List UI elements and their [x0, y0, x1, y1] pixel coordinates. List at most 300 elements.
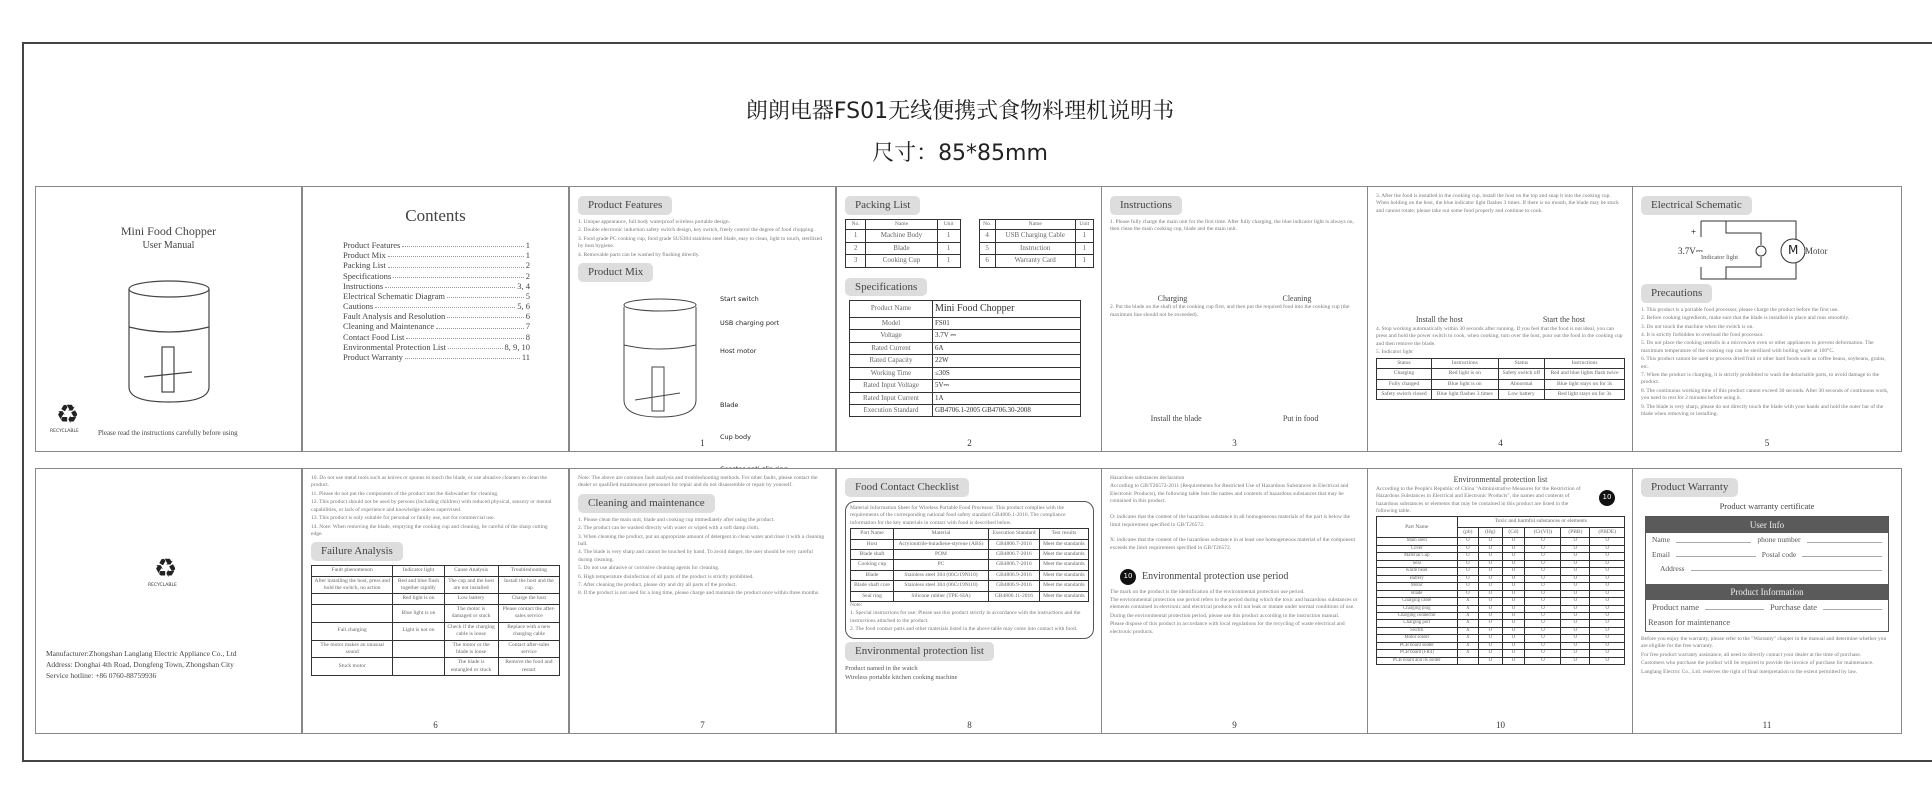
- panel-page-8: [836, 468, 1103, 734]
- section-heading: Specifications: [845, 278, 927, 297]
- toc-page: 2: [525, 270, 530, 281]
- section-heading: Product Warranty: [1641, 478, 1738, 497]
- table-cell: The motor is damaged or stuck: [444, 604, 498, 622]
- table-cell: O: [1525, 598, 1561, 605]
- table-cell: O: [1561, 560, 1590, 567]
- toc-label: Cautions: [343, 301, 374, 312]
- table-cell: Seal: [1377, 560, 1458, 567]
- table-cell: Silicone rubber (TPE-SIA): [893, 591, 988, 601]
- x-definition: X: indicates that the content of the hazardous substance in at least one homogeneous material of the component exceeds the limit requirement specified in GB/T26572.: [1110, 537, 1356, 551]
- table-row: [1377, 650, 1625, 657]
- hazard-table: [1376, 516, 1625, 665]
- table-cell: O: [1479, 538, 1502, 545]
- table-cell: O: [1590, 650, 1625, 657]
- table-cell: Red and blue lights flash twice: [1545, 369, 1625, 379]
- table-cell: O: [1457, 545, 1479, 552]
- figure-caption: Start the host: [1542, 315, 1586, 325]
- instruction-step: 3. After the food is installed in the cooking cup, install the host on the top and snap it into the cooking cup. When holding on the host, the blue indicator light flashes 3 times. If there is no mouth, the blade may be stuck and cannot rotate; please take out some food properly and continue to cook.: [1376, 193, 1619, 214]
- part-label: USB charging port: [720, 319, 780, 327]
- toc-label: Electrical Schematic Diagram: [343, 290, 445, 301]
- column-header: (pb): [1457, 527, 1479, 537]
- table-cell: 1: [846, 230, 866, 242]
- table-cell: Charging: [1377, 369, 1432, 379]
- page-number: 2: [967, 437, 972, 448]
- table-cell: Stuck motor: [312, 658, 393, 676]
- cleaning-item: 3. When cleaning the product, put an appropriate amount of detergent in clean water and rinse it with a cleaning ball.: [578, 533, 825, 547]
- table-cell: O: [1590, 642, 1625, 649]
- table-cell: O: [1502, 650, 1525, 657]
- motor-symbol: M: [1788, 243, 1799, 257]
- table-cell: Blade: [851, 570, 894, 580]
- table-row: [979, 242, 1094, 254]
- table-cell: [393, 658, 444, 676]
- table-cell: Install the host and the cup: [498, 576, 559, 594]
- table-cell: O: [1502, 545, 1525, 552]
- table-cell: O: [1479, 583, 1502, 590]
- column-header: Fault phenomenon: [312, 566, 393, 576]
- product-name-field[interactable]: [1705, 602, 1764, 610]
- toc-dots: [448, 342, 503, 349]
- instruction-step: 4. Stop working automatically within 30 seconds after running. If you feel that the food is not ideal, you can press and hold the power switch to cook, when cooking, turn over the host, pour out the food in the cooking cup and then remove the blade.: [1376, 326, 1623, 347]
- caution-item: 13. This product is only suitable for personal or family use, not for commercial use.: [311, 515, 495, 522]
- table-cell: 6: [979, 255, 995, 267]
- table-cell: O: [1502, 553, 1525, 560]
- table-cell: 1: [1075, 255, 1093, 267]
- toc-label: Contact Food List: [343, 331, 405, 342]
- table-cell: USB Charging Cable: [995, 230, 1075, 242]
- toc-page: 3, 4: [517, 280, 530, 291]
- user-info-header: User Info: [1646, 517, 1888, 533]
- table-cell: O: [1590, 560, 1625, 567]
- table-cell: 1: [937, 242, 960, 254]
- failure-analysis-table: [311, 565, 560, 676]
- name-label: Name: [1652, 535, 1670, 545]
- table-cell: Meet the standards: [1039, 570, 1088, 580]
- paragraph: The mark on the product is the identification of the environmental protection use period.: [1110, 588, 1305, 595]
- column-header: Indicator light: [393, 566, 444, 576]
- cautions-list: [311, 475, 560, 538]
- table-cell: Blade: [1377, 590, 1458, 597]
- table-cell: Machine Body: [866, 230, 938, 242]
- table-cell: O: [1561, 635, 1590, 642]
- toc-item: [343, 332, 530, 342]
- table-cell: O: [1561, 575, 1590, 582]
- table-cell: X: [1457, 627, 1479, 634]
- toc-label: Environmental Protection List: [343, 341, 446, 352]
- recycle-icon: ♻: [154, 554, 178, 583]
- caution-item: 10. Do not use metal tools such as knives or spoons to touch the blade, or use abrasive cleaners to clean the product.: [311, 475, 547, 489]
- product-info-header: Product Information: [1646, 584, 1888, 600]
- table-cell: O: [1479, 568, 1502, 575]
- table-row: [1377, 642, 1625, 649]
- table-cell: O: [1502, 605, 1525, 612]
- table-cell: The cup and the host are not installed: [444, 576, 498, 594]
- figure-caption: Install the blade: [1150, 414, 1202, 424]
- part-label: Blade: [720, 401, 739, 409]
- cover-title: Mini Food Chopper: [120, 224, 217, 238]
- table-cell: O: [1457, 583, 1479, 590]
- table-cell: Replace with a new charging cable: [498, 622, 559, 640]
- toc-page: 5: [525, 290, 530, 301]
- table-row: [851, 581, 1089, 591]
- section-heading: Product Features: [578, 196, 672, 215]
- cover-note: Please read the instructions carefully before using: [98, 429, 238, 437]
- table-cell: O: [1479, 560, 1502, 567]
- table-cell: O: [1457, 538, 1479, 545]
- table-cell: PCB board (FR4): [1377, 650, 1458, 657]
- table-cell: O: [1590, 598, 1625, 605]
- precaution-item: 9. The blade is very sharp, please do not directly touch the blade with your hands and hold the outer bar of the blade when removing or installing.: [1641, 403, 1884, 418]
- table-cell: O: [1502, 642, 1525, 649]
- table-cell: PCB board and its solder: [1377, 657, 1458, 664]
- cleaning-item: 5. Do not use abrasive or corrosive cleaning agents for cleaning.: [578, 565, 720, 572]
- declaration-text: According to GB/T26572-2011 (Requirements for Restricted Use of Hazardous Substances in Electrical and Electronic Products), the following table lists the names and contents of hazardous substances that may be contained in this product.: [1110, 483, 1349, 505]
- table-cell: PC: [893, 560, 988, 570]
- group-header: Toxic and harmful substances or elements: [1457, 517, 1624, 527]
- precaution-item: 5. Do not place the cooking utensils in a microwave oven or other appliances to prevent deformation. The maximum temperature of the cooking cup can be sterilized with boiling water at 100°C.: [1641, 340, 1874, 354]
- table-cell: 1: [1075, 230, 1093, 242]
- table-cell: Charging port: [1377, 620, 1458, 627]
- phone-field[interactable]: [1807, 535, 1882, 542]
- table-cell: O: [1590, 538, 1625, 545]
- table-cell: O: [1525, 613, 1561, 620]
- name-field[interactable]: [1676, 535, 1751, 542]
- table-cell: Main shell: [1377, 538, 1458, 545]
- toc-label: Fault Analysis and Resolution: [343, 311, 446, 322]
- table-cell: O: [1561, 553, 1590, 560]
- cleaning-item: 6. High temperature disinfection of all parts of the product is strictly prohibited.: [578, 573, 754, 580]
- panel-page-7: [569, 468, 836, 734]
- table-row: [1377, 627, 1625, 634]
- cleaning-item: 2. The product can be washed directly with water or wiped with a soft damp cloth.: [578, 525, 760, 532]
- column-header: Status: [1377, 358, 1432, 368]
- table-cell: Rated Capacity: [850, 355, 933, 367]
- table-cell: O: [1479, 642, 1502, 649]
- table-row: [312, 640, 560, 658]
- address-field[interactable]: [1691, 564, 1882, 571]
- panel-page-1: [569, 186, 836, 452]
- table-cell: O: [1561, 650, 1590, 657]
- toc-page: 7: [525, 321, 530, 332]
- table-cell: Red light stays on for 3s: [1545, 390, 1625, 400]
- note-item: 1. Special instructions for use: Please use this product strictly in accordance with the instructions and the instructions attached to the product.: [850, 610, 1081, 624]
- column-header: Instructions: [1431, 358, 1498, 368]
- column-header: Part Name: [851, 529, 894, 539]
- features-list: [578, 219, 827, 259]
- table-cell: O: [1561, 538, 1590, 545]
- panel-page-2: [836, 186, 1103, 452]
- table-cell: Meet the standards: [1039, 581, 1088, 591]
- table-row: [846, 230, 961, 242]
- column-header: Unit: [1075, 219, 1093, 229]
- cleaning-item: 4. The blade is very sharp and cannot be touched by hand. To avoid danger, the user should be very careful during cleaning.: [578, 549, 813, 563]
- table-row: [850, 317, 1081, 329]
- table-row: [312, 622, 560, 640]
- cleaning-item: 7. After cleaning the product, please dry and dry all parts of the product.: [578, 582, 737, 589]
- cleaning-item: 8. If the product is not used for a long time, please charge and maintain the product once within three months.: [578, 590, 820, 597]
- table-cell: [312, 604, 393, 622]
- toc-label: Cleaning and Maintenance: [343, 321, 435, 332]
- table-cell: O: [1525, 590, 1561, 597]
- cleaning-list: [578, 517, 827, 598]
- table-header-row: [1377, 358, 1625, 368]
- table-cell: Remove the food and restart: [498, 658, 559, 676]
- table-cell: X: [1457, 613, 1479, 620]
- table-row: [312, 594, 560, 604]
- feature-item: 4. Removable parts can be washed by flushing directly.: [578, 251, 700, 258]
- column-header: Name: [866, 219, 938, 229]
- voltage-label: 3.7V⎓: [1678, 246, 1703, 256]
- figure-caption: Charging: [1157, 293, 1188, 303]
- epup-10-icon: 10: [1120, 569, 1136, 585]
- table-cell: 4: [979, 230, 995, 242]
- table-header-row: [846, 219, 961, 229]
- section-heading: Environmental protection list: [845, 642, 994, 661]
- table-row: [850, 330, 1081, 342]
- o-definition: O: indicates that the content of the hazardous substance in all homogeneous materials of the part is below the limit requirement specified in GB/T26572.: [1110, 514, 1351, 528]
- page-number: 7: [700, 719, 705, 730]
- column-header: (PBDE): [1590, 527, 1625, 537]
- table-cell: GB4806.9-2016: [989, 581, 1040, 591]
- table-cell: Stainless steel 304 (06Cr19Ni10): [893, 581, 988, 591]
- toc-label: Product Mix: [343, 250, 386, 261]
- paragraph: Please dispose of this product in accordance with local regulations for the recycling of waste electrical and electronic products.: [1110, 621, 1345, 635]
- table-cell: O: [1525, 575, 1561, 582]
- panel-page-3: [1101, 186, 1368, 452]
- table-cell: O: [1590, 583, 1625, 590]
- table-cell: Cover: [1377, 545, 1458, 552]
- table-cell: X: [1457, 650, 1479, 657]
- table-cell: O: [1502, 627, 1525, 634]
- toc-item: [343, 260, 530, 270]
- table-cell: O: [1502, 538, 1525, 545]
- toc-item: [343, 342, 530, 352]
- manufacturer: Manufacturer:Zhongshan Langlang Electric Appliance Co., Ltd: [46, 649, 237, 658]
- svg-text:+: +: [1691, 226, 1697, 237]
- reason-label: Reason for maintenance: [1648, 617, 1731, 628]
- table-cell: Red light is on: [393, 594, 444, 604]
- term-item: Customers who purchase the product will be required to provide the invoice of purchase for maintenance.: [1641, 660, 1874, 667]
- table-cell: O: [1502, 657, 1525, 664]
- paragraph: During the environmental protection period, please use this product according to the instruction manual.: [1110, 612, 1340, 619]
- toc-item: [343, 240, 530, 250]
- service-hotline: Service hotline: +86 0760-88759936: [46, 670, 157, 680]
- table-cell: Execution Standard: [850, 404, 933, 416]
- table-cell: Safety switch off: [1498, 369, 1544, 379]
- table-cell: The motor or the blade is loose: [444, 640, 498, 658]
- toc-dots: [385, 281, 515, 288]
- caution-item: 14. Note: When removing the blade, emptying the cooking cup and cleaning, be careful of the sharp cutting edge.: [311, 523, 548, 537]
- table-cell: ≤30S: [933, 367, 1081, 379]
- table-row: [851, 560, 1089, 570]
- table-cell: O: [1561, 657, 1590, 664]
- paragraph: The environmental protection use period refers to the period during which the toxic and hazardous substances or elements contained in electronic and electrical products will not leak or mutate under normal conditions of use.: [1110, 597, 1358, 611]
- table-cell: 5: [979, 242, 995, 254]
- toc-label: Instructions: [343, 280, 384, 291]
- table-cell: Meet the standards: [1039, 560, 1088, 570]
- table-row: [1377, 390, 1625, 400]
- table-cell: O: [1590, 627, 1625, 634]
- table-cell: Switch: [1377, 627, 1458, 634]
- table-row: [846, 242, 961, 254]
- motor-label: Motor: [1805, 246, 1828, 256]
- page-number: 4: [1498, 437, 1503, 448]
- table-cell: GB4806.9-2016: [989, 570, 1040, 580]
- panel-cover: [35, 186, 302, 452]
- table-cell: O: [1561, 627, 1590, 634]
- table-row: [1377, 613, 1625, 620]
- section-heading: Precautions: [1641, 284, 1712, 303]
- table-cell: O: [1479, 575, 1502, 582]
- toc-page: 2: [525, 260, 530, 271]
- column-header: Cause Analysis: [444, 566, 498, 576]
- table-cell: O: [1525, 635, 1561, 642]
- table-cell: O: [1457, 553, 1479, 560]
- toc-page: 8, 9, 10: [504, 341, 530, 352]
- warranty-cert-title: Product warranty certificate: [1719, 500, 1815, 511]
- table-cell: 3.7V ⎓: [933, 330, 1081, 342]
- page-number: 3: [1232, 437, 1237, 448]
- table-cell: X: [1457, 598, 1479, 605]
- panel-page-6: [302, 468, 569, 734]
- table-cell: Light is not on: [393, 622, 444, 640]
- table-cell: GB4706.1-2005 GB4706.30-2008: [933, 404, 1081, 416]
- table-cell: O: [1479, 605, 1502, 612]
- table-cell: Warranty Card: [995, 255, 1075, 267]
- packing-table-left: [845, 219, 961, 268]
- term-item: Langlang Electric Co., Ltd. reserves the right of final interpretation to the extent permitted by law.: [1641, 668, 1858, 675]
- table-cell: Cooking cup: [851, 560, 894, 570]
- section-heading: Failure Analysis: [311, 542, 403, 561]
- toc-dots: [393, 271, 524, 278]
- table-cell: O: [1525, 545, 1561, 552]
- table-cell: GB4806.7-2016: [989, 560, 1040, 570]
- cleaning-item: 1. Please clean the main unit, blade and cooking cup immediately after using the product.: [578, 516, 775, 523]
- table-cell: O: [1479, 657, 1502, 664]
- table-cell: O: [1525, 568, 1561, 575]
- table-cell: O: [1479, 598, 1502, 605]
- panel-page-4: [1367, 186, 1634, 452]
- page-number: 5: [1764, 437, 1770, 448]
- table-cell: Low battery: [1498, 390, 1544, 400]
- toc-item: [343, 271, 530, 281]
- toc-dots: [405, 352, 520, 359]
- table-cell: O: [1457, 560, 1479, 567]
- toc-page: 8: [525, 331, 530, 342]
- table-cell: O: [1502, 560, 1525, 567]
- caution-item: 12. This product should not be used by persons (including children) with reduced physical, sensory or mental capabilities, or lack of experience and knowledge unless supervised.: [311, 499, 552, 513]
- table-row: [1377, 379, 1625, 389]
- panel-back-cover: [35, 468, 302, 734]
- email-label: Email: [1652, 549, 1670, 559]
- table-cell: Charging connector: [1377, 613, 1458, 620]
- column-header: Status: [1498, 358, 1544, 368]
- postal-field[interactable]: [1802, 550, 1882, 557]
- page-number: 11: [1762, 719, 1772, 730]
- toc-page: 6: [525, 311, 530, 322]
- table-row: [850, 380, 1081, 392]
- table-cell: O: [1561, 583, 1590, 590]
- table-cell: [312, 594, 393, 604]
- table-row: [1377, 560, 1625, 567]
- table-header-row: [979, 219, 1094, 229]
- toc-dots: [436, 321, 524, 328]
- toc-dots: [388, 250, 524, 257]
- precaution-item: 3. Do not touch the machine when the switch is on.: [1641, 323, 1754, 330]
- table-row: [851, 591, 1089, 601]
- recyclable-label: RECYCLABLE: [148, 583, 177, 588]
- table-of-contents: [311, 240, 560, 362]
- table-row: [851, 570, 1089, 580]
- table-cell: Blade shaft: [851, 549, 894, 559]
- table-cell: O: [1502, 590, 1525, 597]
- table-cell: Model: [850, 317, 933, 329]
- table-cell: FS01: [933, 317, 1081, 329]
- table-cell: Blue light is on: [393, 604, 444, 622]
- table-cell: O: [1561, 613, 1590, 620]
- column-header: Execution Standard: [989, 529, 1040, 539]
- table-cell: Fail charging: [312, 622, 393, 640]
- table-cell: Voltage: [850, 330, 933, 342]
- table-header-row: [312, 566, 560, 576]
- toc-item: [343, 301, 530, 311]
- product-name-label: Product name: [1652, 601, 1699, 612]
- table-cell: Contact after-sales service: [498, 640, 559, 658]
- postal-label: Postal code: [1761, 549, 1797, 559]
- panel-page-10: [1367, 468, 1634, 734]
- document-size: 尺寸：85*85mm: [872, 141, 1048, 166]
- table-cell: Charging cable: [1377, 598, 1458, 605]
- document-title: 朗朗电器FS01无线便携式食物料理机说明书: [745, 99, 1175, 124]
- purchase-date-field[interactable]: [1823, 602, 1882, 610]
- table-cell: O: [1590, 657, 1625, 664]
- email-field[interactable]: [1676, 550, 1756, 557]
- food-notes: [850, 602, 1089, 634]
- table-cell: Host: [851, 539, 894, 549]
- indicator-label: Indicator light: [1701, 254, 1739, 261]
- toc-item: [343, 311, 530, 321]
- table-cell: X: [1457, 635, 1479, 642]
- toc-item: [343, 250, 530, 260]
- table-cell: O: [1525, 605, 1561, 612]
- table-header-row: [1377, 517, 1625, 527]
- table-cell: O: [1479, 620, 1502, 627]
- table-cell: O: [1590, 605, 1625, 612]
- note-item: Note:: [850, 602, 863, 609]
- packing-table-right: [979, 219, 1095, 268]
- table-cell: O: [1590, 568, 1625, 575]
- table-cell: Rated Current: [850, 342, 933, 354]
- column-header: No.: [846, 219, 866, 229]
- table-row: [979, 230, 1094, 242]
- table-row: [1377, 575, 1625, 582]
- table-cell: O: [1502, 583, 1525, 590]
- table-cell: Working Time: [850, 367, 933, 379]
- part-label: Cup body: [720, 433, 751, 441]
- table-row: [312, 576, 560, 594]
- table-cell: [393, 640, 444, 658]
- page-number: 6: [433, 719, 438, 730]
- precaution-item: 6. This product cannot be used to process dried fruit or other hard foods such as coffee beans, soybeans, grains, etc.: [1641, 356, 1886, 370]
- table-cell: O: [1479, 545, 1502, 552]
- warranty-terms: [1641, 636, 1893, 676]
- table-row: [850, 342, 1081, 354]
- column-header: Unit: [937, 219, 960, 229]
- epup-texts: [1110, 589, 1359, 637]
- table-header-row: [851, 529, 1089, 539]
- table-row: [1377, 590, 1625, 597]
- table-cell: O: [1525, 620, 1561, 627]
